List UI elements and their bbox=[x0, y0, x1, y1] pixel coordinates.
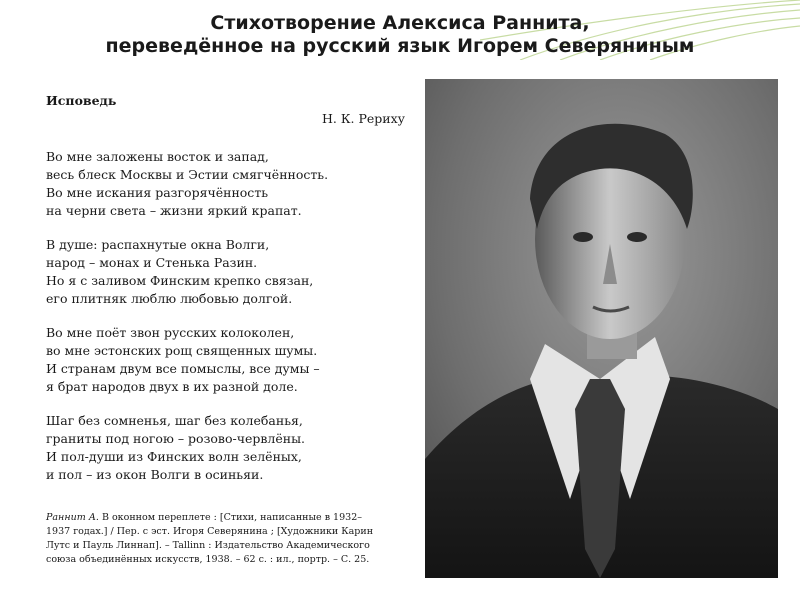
poem-line: Во мне поёт звон русских колоколен, bbox=[46, 325, 295, 340]
poem-line: Во мне искания разгорячённость bbox=[46, 185, 269, 200]
poem-line: я брат народов двух в их разной доле. bbox=[46, 379, 298, 394]
poem-line: И странам двум все помыслы, все думы – bbox=[46, 361, 320, 376]
poem-body bbox=[46, 148, 406, 500]
poem-line: весь блеск Москвы и Эстии смягчённость. bbox=[46, 167, 329, 182]
bibliographic-citation bbox=[46, 511, 386, 567]
citation-author: Раннит А. bbox=[46, 512, 99, 523]
poem-line: его плитняк люблю любовью долгой. bbox=[46, 291, 293, 306]
citation-text: В оконном переплете : [Стихи, написанные в 1932–1937 годах.] / Пер. с эст. Игоря Северянина ; [Художники Карин Лутс и Пауль Линнап]. – Tallinn : Издательство Академического союза объединённых искусств, 1938. – 62 с. : ил., портр. – С. 25. bbox=[46, 512, 374, 565]
poem-dedication: Н. К. Рериху bbox=[321, 111, 405, 126]
stanza-2 bbox=[46, 236, 406, 308]
poem-line: Но я с заливом Финским крепко связан, bbox=[46, 273, 314, 288]
stanza-4 bbox=[46, 412, 406, 484]
poem-line: Шаг без сомненья, шаг без колебанья, bbox=[46, 413, 303, 428]
poem-line: И пол-души из Финских волн зелёных, bbox=[46, 449, 302, 464]
poem-line: граниты под ногою – розово-червлёны. bbox=[46, 431, 305, 446]
poem-line: Во мне заложены восток и запад, bbox=[46, 149, 269, 164]
slide-title-line-2: переведённое на русский язык Игорем Северяниным bbox=[105, 35, 695, 57]
poem-line: и пол – из окон Волги в осиньяи. bbox=[46, 467, 264, 482]
stanza-3 bbox=[46, 324, 406, 396]
poem-title: Исповедь bbox=[46, 93, 117, 108]
slide-title bbox=[0, 12, 800, 58]
stanza-1 bbox=[46, 148, 406, 220]
slide-title-line-1: Стихотворение Алексиса Раннита, bbox=[210, 12, 590, 34]
poem-line: народ – монах и Стенька Разин. bbox=[46, 255, 258, 270]
poem-line: на черни света – жизни яркий крапат. bbox=[46, 203, 302, 218]
poem-line: во мне эстонских рощ священных шумы. bbox=[46, 343, 318, 358]
poem-line: В душе: распахнутые окна Волги, bbox=[46, 237, 270, 252]
portrait-photo-icon bbox=[425, 79, 778, 578]
